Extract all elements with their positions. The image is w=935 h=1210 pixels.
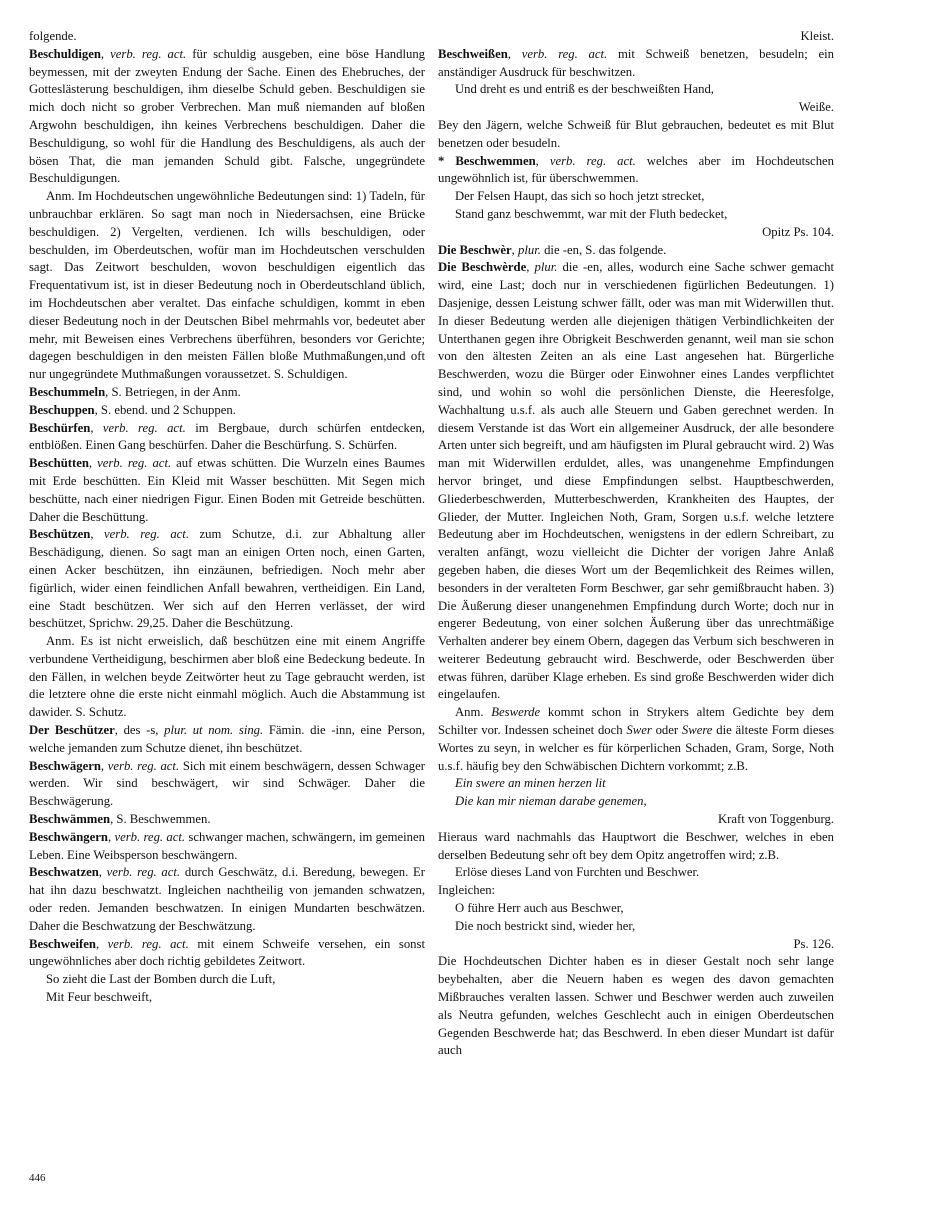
- headword: Beschützen: [29, 527, 91, 542]
- grammar-label: verb. reg. act.: [114, 829, 186, 844]
- annotation-beschuetzen: Anm. Es ist nicht erweislich, daß beschützen eine mit einem Angriffe verbundene Vertheidigung, beschirmen aber bloß eine Bedeckung bedeute. In den Fällen, in welchen beyde Zeitwörter heut zu Tage gebraucht werden, ist die letztere ohne die erste nicht einmahl möglich. Auch die Abstammung ist dawider. S. Schutz.: [29, 634, 425, 720]
- annotation-beschwerde: [438, 704, 834, 775]
- grammar-label: plur. ut nom. sing.: [164, 723, 264, 738]
- verse-line: Und dreht es und entriß es der beschweißten Hand,: [455, 82, 714, 97]
- paragraph: Ingleichen:: [438, 883, 496, 898]
- grammar-label: verb. reg. act.: [104, 527, 189, 542]
- annotation-beschuldigen: Anm. Im Hochdeutschen ungewöhnliche Bedeutungen sind: 1) Tadeln, für unbrauchbar erklären. So sagt man noch in Niedersachsen, eine Brücke beschuldigen. 2) Vergelten, verdienen. Ich wills beschuldigen, oder beschulden, im Oberdeutschen, wofür man im Hochdeutschen verschulden sagt. Das Zeitwort beschulden, wovon beschuldigen eigentlich das Frequentativum ist, ist in dieser Bedeutung noch in Oberdeutschland üblich, im Hochdeutschen aber veraltet. Das einfache schuldigen, kommt in eben dieser Bedeutung noch in der Deutschen Bibel mehrmahls vor, bedeutet aber mehr, mit Beweisen eines Verbrechens überführen, besonders vor Gerichte; dagegen beschuldigen in den meisten Fällen bloße Muthmaßungen,und oft nur ungegründete Muthmaßungen voraussetzet. S. Schuldigen.: [29, 189, 425, 382]
- definition: schwanger machen, schwängern, im gemeinen Leben. Eine Weibsperson beschwängern.: [29, 829, 425, 862]
- grammar-label: verb. reg. act.: [97, 456, 172, 471]
- verse-source: Kraft von Toggenburg.: [718, 812, 834, 827]
- entry-beschwemmen: * Beschwemmen, verb. reg. act. welches aber im Hochdeutschen ungewöhnlich ist, für überschwemmen.: [438, 153, 835, 186]
- verse-line: Ein swere an minen herzen lit: [455, 776, 606, 791]
- definition: Fämin. die -inn, eine Person, welche jemanden zum Schutze dienet, ihn beschützet.: [29, 723, 426, 755]
- cited-form: Beswerde: [491, 705, 541, 720]
- definition: welches aber im Hochdeutschen ungewöhnlich ist, für überschwemmen.: [438, 153, 835, 186]
- grammar-label: plur.: [534, 260, 558, 275]
- definition: mit Schweiß benetzen, besudeln; ein anständiger Ausdruck für beschwitzen.: [438, 46, 835, 79]
- grammar-label: verb. reg. act.: [521, 46, 608, 61]
- headword: Der Beschützer: [29, 723, 115, 738]
- star-marker: *: [438, 153, 456, 168]
- definition: , S. Beschwemmen.: [110, 812, 211, 827]
- verse-line: O führe Herr auch aus Beschwer,: [455, 901, 624, 916]
- entry-beschuetzer: [29, 722, 425, 758]
- left-column: [29, 28, 425, 1007]
- headword: Beschweifen: [29, 936, 96, 951]
- definition: zum Schutze, d.i. zur Abhaltung aller Beschädigung, dienen. So sagt man an einigen Orten noch, einen Garten, einen Acker beschützen, ihn einzäunen, befriedigen. Noch mehr aber figürlich, wider einen feindlichen Anfall bewahren, vertheidigen. Ein Land, eine Stadt beschützen. Wer sich auf den Herren verlässet, der wird beschützet, Sprichw. 29,25. Daher die Beschützung.: [29, 527, 425, 631]
- cited-form: Swer: [626, 723, 652, 738]
- headword: Beschütten: [29, 456, 89, 471]
- definition: , S. Betriegen, in der Anm.: [105, 384, 241, 399]
- entry-beschummeln: [29, 384, 425, 402]
- verse-line: Erlöse dieses Land von Furchten und Beschwer.: [455, 865, 700, 880]
- verse-source: Weiße.: [798, 100, 834, 115]
- grammar-label: verb. reg. act.: [102, 420, 186, 435]
- paragraph: Die Hochdeutschen Dichter haben es in dieser Gestalt noch sehr lange beybehalten, aber die Neuern haben es wegen des davon gemachten Mißbrauches veralten lassen. Schwer und Beschwer werden auch zuweilen als Neutra gefunden, welches Geschlecht auch in einigen Oberdeutschen Gegenden Beschwerde hat; das Beschwerd. In eben dieser Mundart ist dafür auch: [438, 954, 834, 1058]
- headword: Beschürfen: [29, 420, 91, 435]
- definition: mit einem Schweife versehen, ein sonst ungewöhnliches aber doch richtig gebildetes Zeitwort.: [29, 936, 425, 969]
- right-column: [438, 28, 834, 1060]
- headword: Beschwägern: [29, 758, 101, 773]
- entry-beschuldigen: Beschuldigen, verb. reg. act. für schuldig ausgeben, eine böse Handlung beymessen, mit der zweyten Endung der Sache. Einen des Ehebruches, der Gotteslästerung beschuldigen, ihm dieselbe Schuld geben. Beschuldigen sie mich doch nicht so grober Verbrechen. Man muß niemanden auf bloßen Argwohn beschuldigen, ihn keines Verbrechens beschuldigen. Daher die Beschuldigung, so wohl für die Handlung des Beschuldigens, als auch der bösen That, die man jemanden Schuld gibt. Falsche, ungegründete Beschuldigungen.: [29, 46, 426, 186]
- headword: Die Beschwèrde: [438, 260, 527, 275]
- page-number: 446: [29, 1172, 46, 1184]
- verse-line: Die noch bestrickt sind, wieder her,: [455, 918, 636, 933]
- entry-beschwer: Die Beschwèr, plur. die -en, S. das folgende.: [438, 242, 667, 257]
- entry-beschwaemmen: [29, 811, 425, 829]
- entry-beschuetzen: Beschützen, verb. reg. act. zum Schutze, d.i. zur Abhaltung aller Beschädigung, dienen. So sagt man an einigen Orten noch, einen Garten, einen Acker beschützen, ihn einzäunen, befriedigen. Noch mehr aber figürlich, wider einen feindlichen Anfall bewahren, vertheidigen. Ein Land, eine Stadt beschützen. Wer sich auf den Herren verlässet, der wird beschützet, Sprichw. 29,25. Daher die Beschützung.: [29, 527, 425, 631]
- annotation-text: die älteste Form dieses Wortes zu seyn, in welcher es für körperlichen Schaden, Gram, Sorge, Noth u.s.f. häufig bey den Schwäbischen Dichtern vorkommt; z.B.: [438, 723, 834, 773]
- definition: auf etwas schütten. Die Wurzeln eines Baumes mit Erde beschütten. Ein Kleid mit Wasser beschütten. Mit Segen mich beschütte, nach einer niedrigen Figur. Einen Boden mit Getreide beschütten. Daher die Beschüttung.: [29, 456, 425, 524]
- verse-line: Mit Feur beschweift,: [46, 990, 153, 1005]
- annotation-label: Anm.: [455, 705, 492, 720]
- headword: Beschuldigen: [29, 46, 101, 61]
- grammar-label: verb. reg. act.: [107, 936, 189, 951]
- definition: die -en, alles, wodurch eine Sache schwer gemacht wird, eine Last; doch nur in verschiedenen figürlichen Bedeutungen. 1) Dasjenige, dessen Leistung schwer fällt, oder was man mit Widerwillen thut. In dieser Bedeutung werden alle diejenigen thätigen Verbindlichkeiten der Unterthanen gegen ihre Obrigkeit Beschwerden genannt, weil man sie schon von den ältesten Zeiten an als eine Last angesehen hat. Bürgerliche Beschwerden, wozu die Bürger oder Einwohner eines Landes verpflichtet sind, und wohin so wohl die persönlichen Dienste, die Heeresfolge, Wachhaltung u.s.f. als auch alle Steuern und Gaben gerechnet werden. In diesem Verstande ist das Wort ein allgemeiner Ausdruck, der alle besondere Arten unter sich begreift, und am häufigsten im Plural gebraucht wird. 2) Was man mit Widerwillen erduldet, alles, was unangenehme Empfindungen hervor bringet, und diese Empfindungen selbst. Hauptbeschwerden, Gliederbeschwerden, Mutterbeschwerden, Krankheiten des Hauptes, der Glieder, der Mutter. Ingleichen Noth, Gram, Sorgen u.s.f. welche letztere Bedeutung aber im Hochdeutschen, wenigstens in der edlern Schreibart, zu veralten anfängt, wozu vielleicht die Dichter der vorigen Jahre Anlaß gegeben haben, die dieses Wort um der Beqemlichkeit des Reimes willen, besonders in der veralteten Form Beschwer, gar sehr gemißbraucht haben. 3) Die Äußerung dieser unangenehmen Empfindung durch Worte; doch nur in engerer Bedeutung, von einer solchen Äußerung über das unrechtmäßige Verhalten anderer bey einem Obern, dagegen das Verbum sich beschweren in weiterer Bedeutung gebraucht wird. Beschwerde, oder Beschwerden über etwas führen, darüber Klage erheben. Es sind große Beschwerden wider dich eingelaufen.: [438, 260, 835, 702]
- entry-beschuerfen: Beschürfen, verb. reg. act. im Bergbaue, durch schürfen entdecken, entblößen. Einen Gang beschürfen. Daher die Beschürfung. S. Schürfen.: [29, 420, 425, 453]
- grammar-label: plur.: [517, 242, 541, 257]
- grammar-label: verb. reg. act.: [549, 153, 636, 168]
- entry-beschuppen: [29, 402, 425, 420]
- verse-source: Ps. 126.: [793, 936, 834, 951]
- grammar-label: verb. reg. act.: [107, 758, 180, 773]
- verse-line: Die kan mir nieman darabe genemen,: [455, 794, 647, 809]
- headword: Beschweißen: [438, 46, 508, 61]
- headword: Beschwemmen: [455, 153, 536, 168]
- entry-beschwaengern: Beschwängern, verb. reg. act. schwanger machen, schwängern, im gemeinen Leben. Eine Weibsperson beschwängern.: [29, 829, 425, 862]
- headword: Beschummeln: [29, 384, 106, 399]
- verse-line: Der Felsen Haupt, das sich so hoch jetzt strecket,: [455, 189, 705, 204]
- definition: für schuldig ausgeben, eine böse Handlung beymessen, mit der zweyten Endung der Sache. Einen des Ehebruches, der Gotteslästerung beschuldigen, ihm dieselbe Schuld geben. Beschuldigen sie mich doch nicht so grober Verbrechen. Man muß niemanden auf bloßen Argwohn beschuldigen, ihn keines Verbrechens beschuldigen. Daher die Beschuldigung, so wohl für die Handlung des Beschuldigens, als auch der bösen That, die man jemanden Schuld gibt. Falsche, ungegründete Beschuldigungen.: [29, 46, 426, 186]
- continuation-text: folgende.: [29, 29, 77, 43]
- definition: , S. ebend. und 2 Schuppen.: [94, 402, 236, 417]
- headword: Beschwämmen: [29, 812, 111, 827]
- entry-beschweissen: Beschweißen, verb. reg. act. mit Schweiß benetzen, besudeln; ein anständiger Ausdruck für beschwitzen.: [438, 46, 835, 79]
- paragraph: Hieraus ward nachmahls das Hauptwort die Beschwer, welches in eben derselben Bedeutung sehr oft bey dem Opitz angetroffen wird; z.B.: [438, 829, 834, 862]
- annotation-text: kommt schon in Strykers altem Gedichte bey dem Schilter vor. Indessen scheinet doch: [438, 705, 834, 738]
- entry-beschwatzen: Beschwatzen, verb. reg. act. durch Geschwätz, d.i. Beredung, bewegen. Er hat ihn dazu beschwatzt. Ingleichen nachtheilig von jemanden schwatzen, oder reden. Jemanden beschwatzen. In einigen Mundarten beschwätzen. Daher die Beschwatzung der Beschwätzung.: [29, 865, 426, 933]
- headword: Beschwängern: [29, 829, 108, 844]
- verse-line: Stand ganz beschwemmt, war mit der Fluth bedecket,: [455, 206, 728, 221]
- headword: Beschuppen: [29, 402, 95, 417]
- annotation-text: oder: [651, 723, 682, 738]
- definition: durch Geschwätz, d.i. Beredung, bewegen. Er hat ihn dazu beschwatzt. Ingleichen nachtheilig von jemanden schwatzen, oder reden. Jemanden beschwatzen. In einigen Mundarten beschwätzen. Daher die Beschwatzung der Beschwätzung.: [29, 865, 426, 933]
- headword: Beschwatzen: [29, 865, 99, 880]
- verse-source: Opitz Ps. 104.: [762, 224, 834, 239]
- paragraph: Bey den Jägern, welche Schweiß für Blut gebrauchen, bedeutet es mit Blut benetzen oder besudeln.: [438, 117, 834, 150]
- verse-source: Kleist.: [800, 29, 834, 43]
- cited-form: Swere: [681, 723, 713, 738]
- grammar-label: verb. reg. act.: [106, 865, 181, 880]
- verse-line: So zieht die Last der Bomben durch die Luft,: [46, 972, 276, 987]
- entry-beschweifen: Beschweifen, verb. reg. act. mit einem Schweife versehen, ein sonst ungewöhnliches aber doch richtig gebildetes Zeitwort.: [29, 936, 425, 969]
- entry-beschwaegern: Beschwägern, verb. reg. act. Sich mit einem beschwägern, dessen Schwager werden. Wir sind beschwägert, wir sind Schwäger. Daher die Beschwägerung.: [29, 758, 425, 809]
- headword: Die Beschwèr: [438, 242, 512, 257]
- entry-beschuetten: Beschütten, verb. reg. act. auf etwas schütten. Die Wurzeln eines Baumes mit Erde beschütten. Ein Kleid mit Wasser beschütten. Mit Segen mich beschütte, nach einer niedrigen Figur. Einen Boden mit Getreide beschütten. Daher die Beschüttung.: [29, 456, 425, 524]
- genitive: , des -s,: [114, 723, 159, 738]
- definition: die -en, S. das folgende.: [544, 242, 667, 257]
- definition: im Bergbaue, durch schürfen entdecken, entblößen. Einen Gang beschürfen. Daher die Beschürfung. S. Schürfen.: [29, 420, 425, 453]
- entry-beschwerde: Die Beschwèrde, plur. die -en, alles, wodurch eine Sache schwer gemacht wird, eine Last; doch nur in verschiedenen figürlichen Bedeutungen. 1) Dasjenige, dessen Leistung schwer fällt, oder was man mit Widerwillen thut. In dieser Bedeutung werden alle diejenigen thätigen Verbindlichkeiten der Unterthanen gegen ihre Obrigkeit Beschwerden genannt, weil man sie schon von den ältesten Zeiten an als eine Last angesehen hat. Bürgerliche Beschwerden, wozu die Bürger oder Einwohner eines Landes verpflichtet sind, und wohin so wohl die persönlichen Dienste, die Heeresfolge, Wachhaltung u.s.f. als auch alle Steuern und Gaben gerechnet werden. In diesem Verstande ist das Wort ein allgemeiner Ausdruck, der alle besondere Arten unter sich begreift, und am häufigsten im Plural gebraucht wird. 2) Was man mit Widerwillen erduldet, alles, was unangenehme Empfindungen hervor bringet, und diese Empfindungen selbst. Hauptbeschwerden, Gliederbeschwerden, Mutterbeschwerden, Krankheiten des Hauptes, der Glieder, der Mutter. Ingleichen Noth, Gram, Sorgen u.s.f. welche letztere Bedeutung aber im Hochdeutschen, wenigstens in der edlern Schreibart, zu veralten anfängt, wozu vielleicht die Dichter der vorigen Jahre Anlaß gegeben haben, die dieses Wort um der Beqemlichkeit des Reimes willen, besonders in der veralteten Form Beschwer, gar sehr gemißbraucht haben. 3) Die Äußerung dieser unangenehmen Empfindung durch Worte; doch nur in engerer Bedeutung, von einer solchen Äußerung über das unrechtmäßige Verhalten anderer bey einem Obern, dagegen das Verbum sich beschweren in weiterer Bedeutung gebraucht wird. Beschwerde, oder Beschwerden über etwas führen, darüber Klage erheben. Es sind große Beschwerden wider dich eingelaufen.: [438, 260, 835, 702]
- grammar-label: verb. reg. act.: [110, 46, 187, 61]
- definition: Sich mit einem beschwägern, dessen Schwager werden. Wir sind beschwägert, wir sind Schwäger. Daher die Beschwägerung.: [29, 758, 425, 809]
